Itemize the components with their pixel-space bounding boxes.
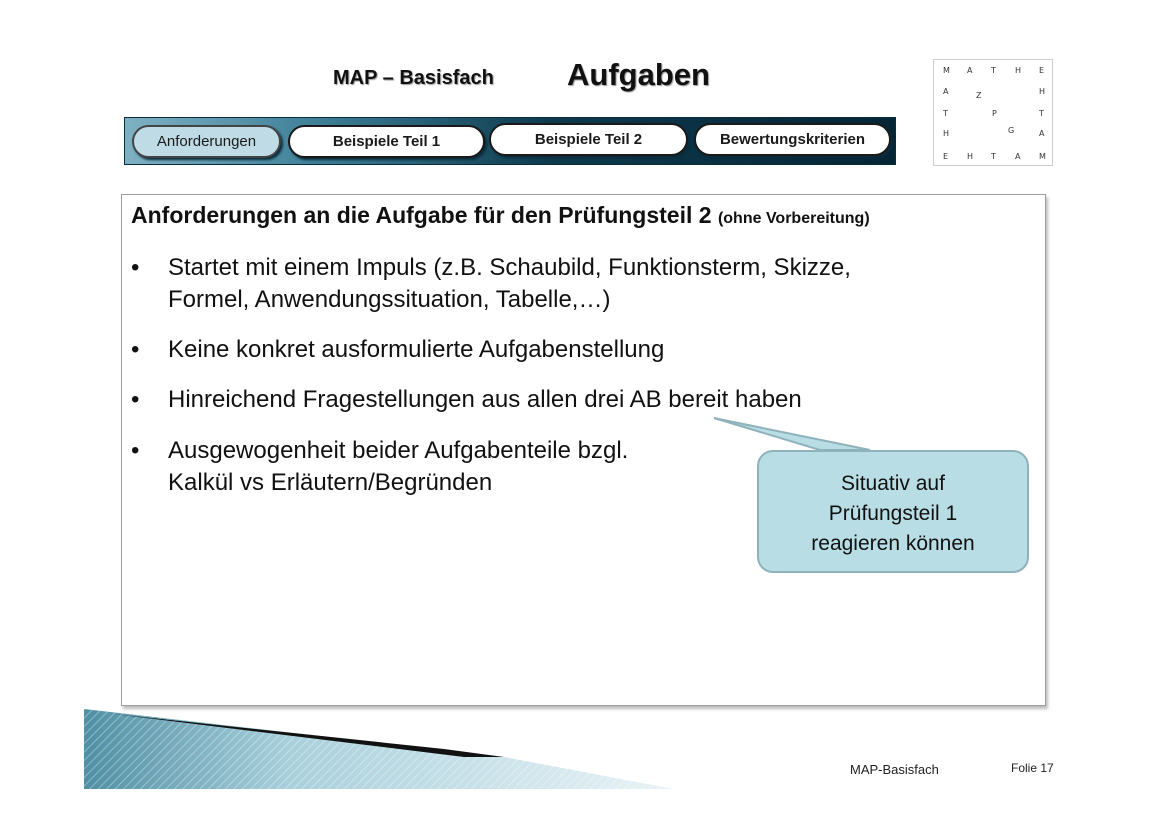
logo-letter: T: [991, 66, 996, 75]
logo-letter: H: [1015, 66, 1022, 75]
nav-bar: [124, 117, 896, 165]
logo-letter: T: [991, 152, 996, 161]
callout-pointer-shape: [714, 418, 870, 450]
page-title: Aufgaben: [567, 57, 710, 92]
logo-letter: G: [1008, 126, 1015, 135]
bullet-marker: •: [131, 437, 140, 464]
tab-bewertungskriterien[interactable]: Bewertungskriterien: [694, 123, 891, 156]
callout-line-2: Prüfungsteil 1: [828, 502, 958, 525]
logo-letter: H: [943, 129, 950, 138]
content-heading: [131, 202, 870, 229]
decorative-stripe: [84, 709, 684, 789]
bullet-2-line-1: Keine konkret ausformulierte Aufgabenstellung: [168, 336, 665, 363]
logo-letter: A: [943, 87, 949, 96]
heading-text: Anforderungen an die Aufgabe für den Prüfungsteil 2: [131, 202, 712, 228]
header-subtitle: MAP – Basisfach: [333, 67, 494, 89]
logo-letter: H: [1039, 87, 1046, 96]
tab-anforderungen[interactable]: Anforderungen: [132, 125, 281, 158]
logo-letter: P: [992, 109, 997, 118]
bullet-1-line-1: Startet mit einem Impuls (z.B. Schaubild, Funktionsterm, Skizze,: [168, 254, 851, 281]
logo-letter: E: [1039, 66, 1045, 75]
bullet-marker: •: [131, 386, 140, 413]
callout-box: [757, 450, 1029, 573]
logo-letter: M: [1039, 152, 1046, 161]
bullet-4-line-1: Ausgewogenheit beider Aufgabenteile bzgl.: [168, 437, 629, 464]
tab-beispiele-teil-1[interactable]: Beispiele Teil 1: [288, 125, 485, 158]
logo-letter: A: [1039, 129, 1045, 138]
bullet-3-line-1: Hinreichend Fragestellungen aus allen drei AB bereit haben: [168, 386, 802, 413]
tab-beispiele-teil-2[interactable]: Beispiele Teil 2: [489, 123, 688, 156]
logo-letter: T: [943, 109, 948, 118]
bullet-1-line-2: Formel, Anwendungssituation, Tabelle,…): [168, 286, 611, 313]
bullet-4-line-2: Kalkül vs Erläutern/Begründen: [168, 469, 493, 496]
callout-line-3: reagieren können: [811, 532, 975, 555]
slide-number: Folie 17: [1011, 761, 1054, 775]
logo-letter: Z: [976, 91, 982, 100]
logo-letter: A: [967, 66, 973, 75]
logo-letter: T: [1039, 109, 1044, 118]
callout-line-1: Situativ auf: [841, 472, 945, 495]
logo-letter: M: [943, 66, 950, 75]
logo-letter: A: [1015, 152, 1021, 161]
logo-letter: H: [967, 152, 974, 161]
footer-title: MAP-Basisfach: [850, 762, 939, 777]
heading-note: (ohne Vorbereitung): [717, 210, 870, 227]
bullet-marker: •: [131, 254, 140, 281]
mathematik-logo: [933, 59, 1053, 166]
bullet-marker: •: [131, 336, 140, 363]
logo-letter: E: [943, 152, 949, 161]
